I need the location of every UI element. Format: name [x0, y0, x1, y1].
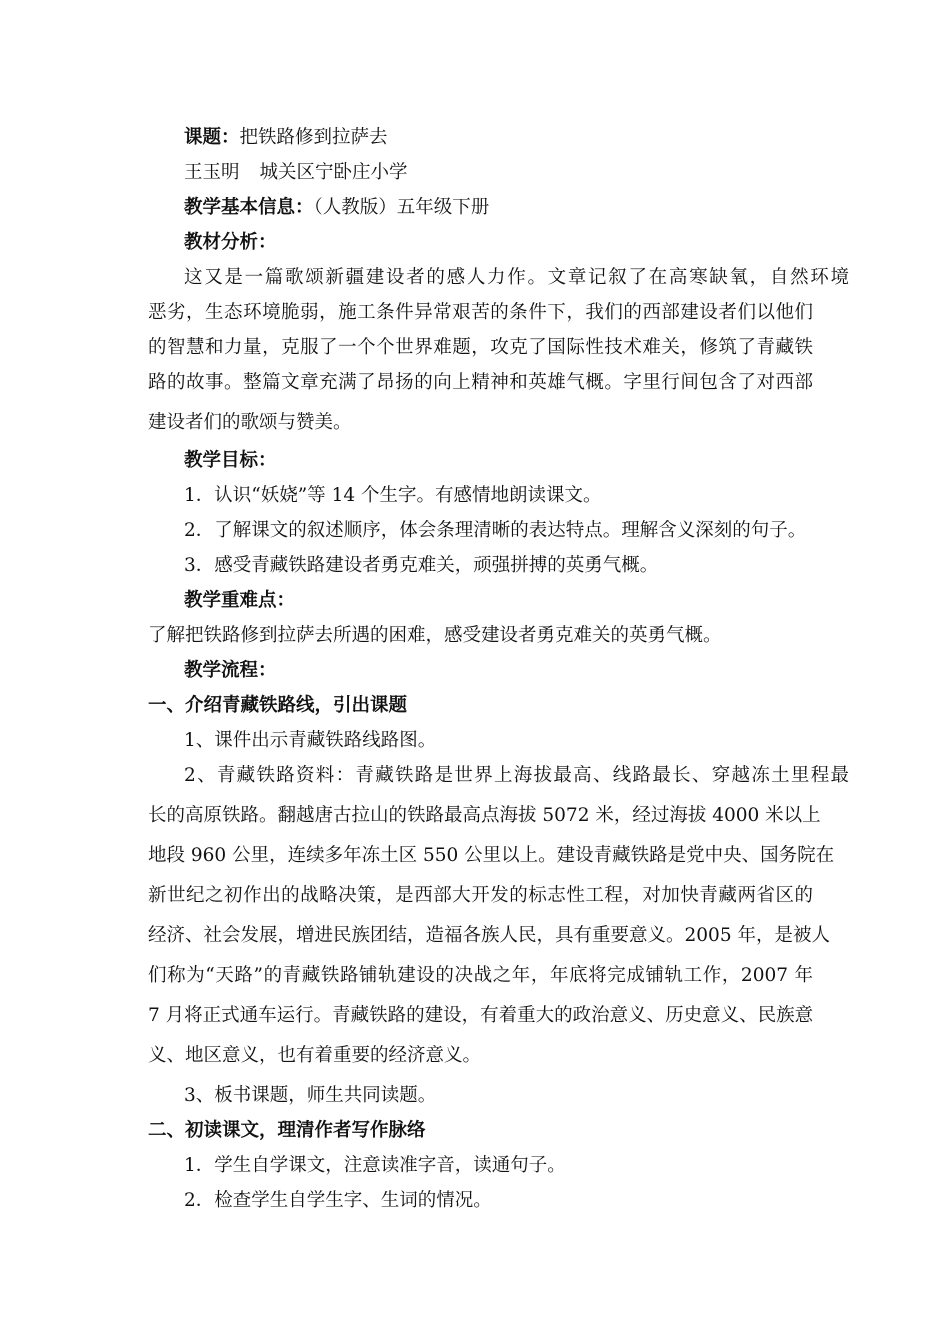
goal-item: 2．了解课文的叙述顺序，体会条理清晰的表达特点。理解含义深刻的句子。	[184, 520, 807, 541]
analysis-line: 建设者们的歌颂与赞美。	[148, 412, 352, 433]
keypoints-heading: 教学重难点：	[184, 590, 296, 611]
basic-info-label: 教学基本信息：	[184, 197, 314, 218]
goals-heading: 教学目标：	[184, 450, 277, 471]
author-name: 王玉明	[184, 162, 240, 183]
goal-item: 3．感受青藏铁路建设者勇克难关，顽强拼搏的英勇气概。	[184, 555, 659, 576]
lesson-title-label: 课题：	[184, 127, 240, 148]
process-item: 1．学生自学课文，注意读准字音，读通句子。	[184, 1155, 566, 1176]
lesson-title-text: 把铁路修到拉萨去	[239, 127, 388, 148]
process-heading: 教学流程：	[184, 660, 277, 681]
author-school: 城关区宁卧庄小学	[259, 162, 408, 183]
process-item: 2．检查学生自学生字、生词的情况。	[184, 1190, 492, 1211]
keypoints-text: 了解把铁路修到拉萨去所遇的困难，感受建设者勇克难关的英勇气概。	[148, 625, 722, 646]
process-item-line: 新世纪之初作出的战略决策，是西部大开发的标志性工程，对加快青藏两省区的	[148, 885, 813, 906]
process-item-line: 7 月将正式通车运行。青藏铁路的建设，有着重大的政治意义、历史意义、民族意	[148, 1005, 814, 1026]
analysis-line: 这又是一篇歌颂新疆建设者的感人力作。文章记叙了在高寒缺氧，自然环境	[184, 267, 849, 288]
process-item: 3、板书课题，师生共同读题。	[184, 1085, 437, 1106]
process-item-line: 2、青藏铁路资料：青藏铁路是世界上海拔最高、线路最长、穿越冻土里程最	[184, 765, 849, 786]
analysis-line: 的智慧和力量，克服了一个个世界难题，攻克了国际性技术难关，修筑了青藏铁	[148, 337, 813, 358]
section-heading: 二、初读课文，理清作者写作脉络	[148, 1120, 426, 1141]
goal-item: 1．认识“妖娆”等 14 个生字。有感情地朗读课文。	[184, 485, 602, 506]
process-item: 1、课件出示青藏铁路线路图。	[184, 730, 437, 751]
section-heading: 一、介绍青藏铁路线，引出课题	[148, 695, 408, 716]
lesson-title	[184, 118, 849, 158]
basic-info	[184, 188, 849, 228]
basic-info-text: （人教版）五年级下册	[313, 197, 490, 218]
process-item-line: 长的高原铁路。翻越唐古拉山的铁路最高点海拔 5072 米，经过海拔 4000 米以上	[148, 805, 821, 826]
process-item-line: 们称为“天路”的青藏铁路铺轨建设的决战之年，年底将完成铺轨工作，2007 年	[148, 965, 813, 986]
author-line	[184, 153, 849, 193]
process-item-line: 义、地区意义，也有着重要的经济意义。	[148, 1045, 482, 1066]
analysis-heading: 教材分析：	[184, 232, 277, 253]
process-item-line: 经济、社会发展，增进民族团结，造福各族人民，具有重要意义。2005 年，是被人	[148, 925, 830, 946]
process-item-line: 地段 960 公里，连续多年冻土区 550 公里以上。建设青藏铁路是党中央、国务院在	[148, 845, 835, 866]
analysis-line: 恶劣，生态环境脆弱，施工条件异常艰苦的条件下，我们的西部建设者们以他们	[148, 302, 813, 323]
analysis-line: 路的故事。整篇文章充满了昂扬的向上精神和英雄气概。字里行间包含了对西部	[148, 372, 813, 393]
